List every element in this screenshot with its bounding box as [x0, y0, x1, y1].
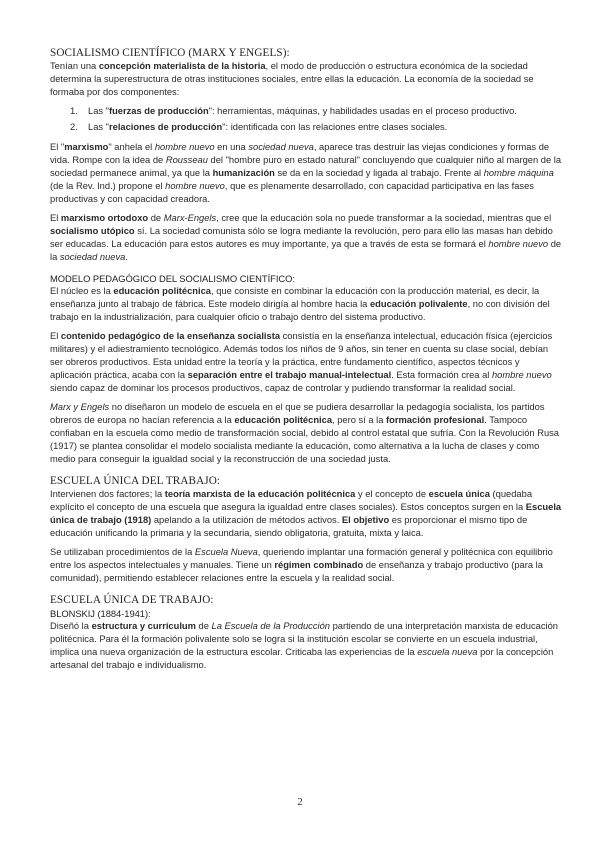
componentes-list	[50, 105, 562, 134]
section-heading-socialismo-cientifico: SOCIALISMO CIENTÍFICO (MARX Y ENGELS):	[50, 47, 290, 59]
section-heading-modelo-pedagogico: MODELO PEDAGÓGICO DEL SOCIALISMO CIENTÍFICO:	[50, 273, 295, 284]
paragraph-educacion-politecnica: El núcleo es la educación politécnica, que consiste en combinar la educación con la producción material, es decir, la enseñanza junto al trabajo de fábrica. Este modelo dirigía al hombre hacia la educación polivalente, no con división del trabajo en la industrialización, para cualquier oficio o trabajo dentro del sistema productivo.	[50, 286, 550, 322]
subheading-blonskij: BLONSKIJ (1884-1941):	[50, 608, 151, 619]
paragraph-marxismo: El "marxismo" anhela el hombre nuevo en una sociedad nueva, aparece tras destruir las viejas condiciones y formas de vida. Rompe con la idea de Rousseau del "hombre puro en estado natural" concluyendo que cualquier niño al margen de la sociedad permanece animal, ya que la humanización se da en la sociedad y ligada al trabajo. Frente al hombre máquina (de la Rev. Ind.) propone el hombre nuevo, que es plenamente desarrollado, con capacidad participativa en las fases productivas y con capacidad creadora.	[50, 142, 562, 204]
paragraph-marx-engels-escuela: Marx y Engels no diseñaron un modelo de escuela en el que se pudiera desarrollar la pedagogía socialista, los partidos obreros de europa no hacían referencia a la educación politécnica, pero sí a la formación profesional. Tampoco confiaban en la escuela como medio de transformación social, debido al control estatal que sufría. Con la Revolución Rusa (1917) se plantea consolidar el modelo socialista mediante la educación, como alternativa a la lucha de clases y como medio para conseguir la igualdad social y la reconstrucción de una sociedad justa.	[50, 402, 560, 464]
page-number: 2	[297, 796, 303, 808]
paragraph-factores: Intervienen dos factores; la teoría marxista de la educación politécnica y el concepto de escuela única (quedaba explícito el concepto de una escuela que asegura la igualdad entre clases sociales). Estos conceptos surgen en la Escuela única de trabajo (1918) apelando a la utilización de métodos activos. El objetivo es proporcionar el mismo tipo de educación unificando la primaria y la secundaria, siendo obligatoria, gratuita, mixta y laica.	[50, 489, 562, 538]
list-item: 2. Las "relaciones de producción": identificada con las relaciones entre clases sociales.	[70, 122, 448, 132]
document-page	[50, 46, 562, 678]
paragraph-contenido-pedagogico: El contenido pedagógico de la enseñanza socialista consistía en la enseñanza intelectual, educación física (ejercicios militares) y el adiestramiento tecnológico. Además todos los niños de 9 años, sin tener en cuenta su clase social, debían ser obreros productivos. Esta unidad entre la teoría y la práctica, entre fundamento científico, aspectos técnicos y aplicación práctica, acaba con la separación entre el trabajo manual-intelectual. Esta formación crea al hombre nuevo siendo capaz de dominar los procesos productivos, capaz de controlar y pudiendo transformar la realidad social.	[50, 331, 553, 393]
list-item: 1. Las "fuerzas de producción": herramientas, máquinas, y habilidades usadas en el proceso productivo.	[70, 106, 517, 116]
paragraph-marxismo-ortodoxo: El marxismo ortodoxo de Marx-Engels, cree que la educación sola no puede transformar a la sociedad, mientras que el socialismo utópico sí. La sociedad comunista sólo se logra mediante la revolución, pero para ello las masas han debido ser educadas. La educación para estos autores es muy importante, ya que a través de esta se formará el hombre nuevo de la sociedad nueva.	[50, 213, 562, 262]
paragraph-escuela-nueva: Se utilizaban procedimientos de la Escuela Nueva, queriendo implantar una formación general y politécnica con equilibrio entre los aspectos intelectuales y manuales. Tiene un régimen combinado de enseñanza y trabajo productivo (para la comunidad), permitiendo establecer relaciones entre la escuela y la realidad social.	[50, 547, 553, 583]
paragraph-concepcion-materialista: Tenían una concepción materialista de la historia, el modo de producción o estructura económica de la sociedad determina la superestructura de otras instituciones sociales, entre ellas la educación. La economía de la sociedad se formaba por dos componentes:	[50, 61, 534, 97]
paragraph-blonskij: Diseñó la estructura y currículum de La Escuela de la Producción partiendo de una interpretación marxista de educación politécnica. Para él la formación polivalente solo se logra si la institución escolar se convierte en un escuela industrial, implica una nueva organización de la estructura escolar. Criticaba las experiencias de la escuela nueva por la concepción artesanal del trabajo e individualismo.	[50, 621, 558, 670]
section-heading-escuela-unica-del-trabajo: ESCUELA ÚNICA DEL TRABAJO:	[50, 475, 221, 487]
section-heading-escuela-unica-de-trabajo: ESCUELA ÚNICA DE TRABAJO:	[50, 594, 214, 606]
